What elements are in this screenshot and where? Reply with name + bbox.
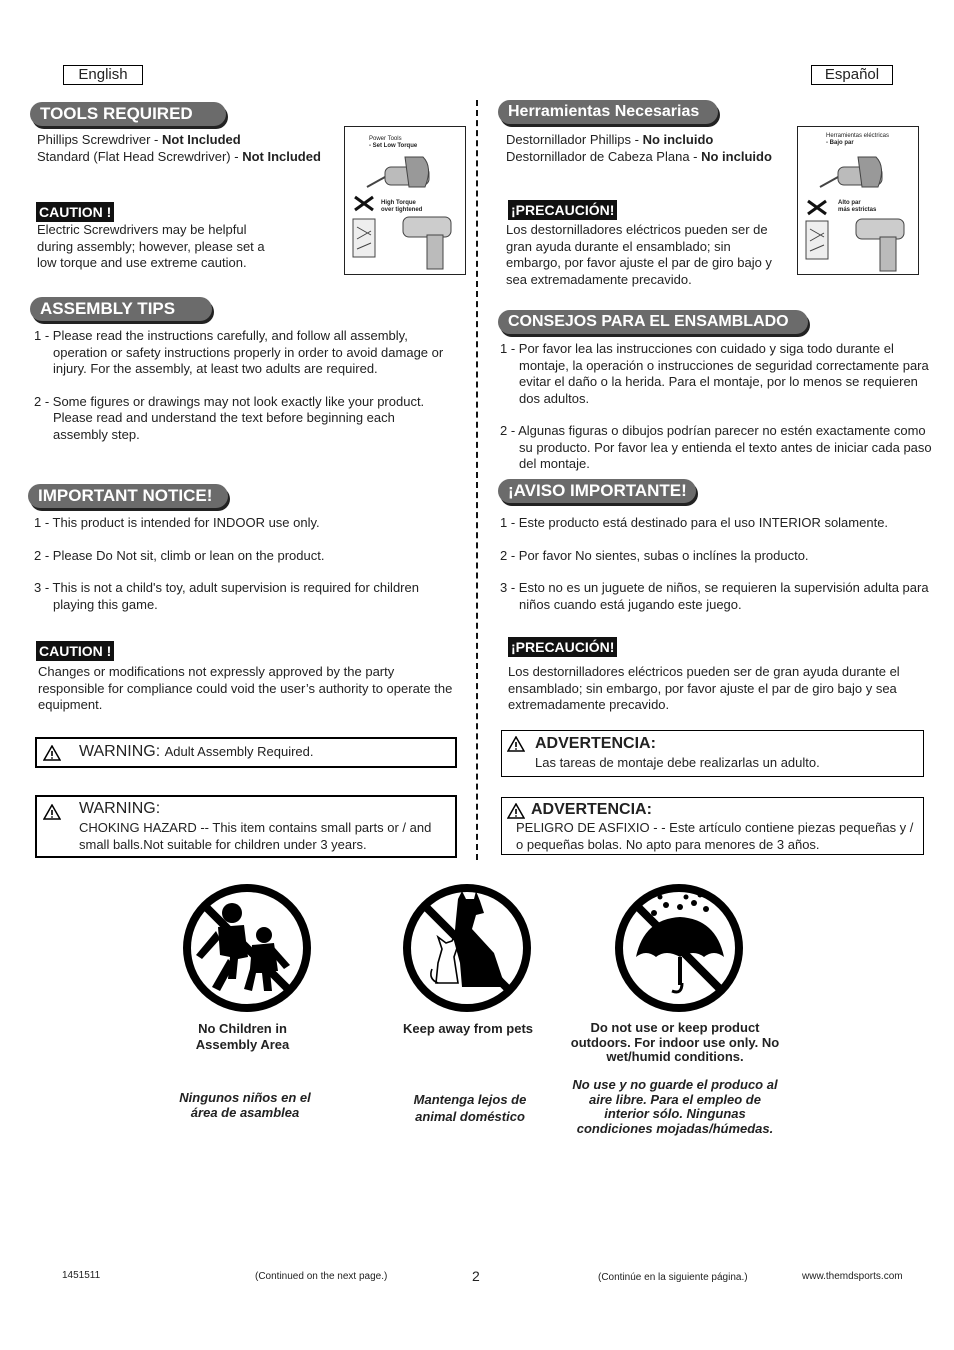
power-tools-text: Power Tools [369, 136, 402, 142]
advertencia-box-choking [501, 797, 924, 855]
important-notice-heading: IMPORTANT NOTICE! [28, 484, 228, 508]
advertencia-box-adult-assembly [501, 730, 924, 777]
sign-caption-en: No Children in Assembly Area [195, 1021, 290, 1052]
precaucion-text: Los destornilladores eléctricos pueden ser de gran ayuda durante el ensamblado; sin embargo, por favor ajuste el par de giro bajo y sea extremadamente precavido. [508, 664, 900, 712]
over-tightened-text: over tightened [381, 207, 423, 213]
precaucion-label: ¡PRECAUCIÓN! [508, 637, 617, 657]
continued-en: (Continued on the next page.) [255, 1271, 388, 1282]
no-outdoor-icon [614, 883, 744, 1013]
warning-text: Adult Assembly Required. [164, 744, 314, 759]
tools-required-heading: TOOLS REQUIRED [30, 102, 226, 126]
list-item: 2 - Please Do Not sit, climb or lean on the product. [34, 547, 325, 563]
list-item: 3 - This is not a child's toy, adult supervision is required for children playing this game. [34, 580, 419, 612]
list-item: 1 - Este producto está destinado para el uso INTERIOR solamente. [500, 515, 889, 530]
flat-head-status: Not Included [242, 148, 321, 164]
advertencia-label: ADVERTENCIA: [535, 735, 656, 752]
phillips-status-es: No incluido [642, 132, 714, 147]
precaucion-label: ¡PRECAUCIÓN! [508, 200, 617, 220]
list-item: 1 - Por favor lea las instrucciones con cuidado y siga todo durante el montaje, la operación o instrucciones de seguridad correctamente para evitar el daño o la herida. Para el montaje, por lo menos se requieren dos adultos. [500, 341, 929, 406]
important-notice-list-es [500, 515, 930, 629]
language-label-spanish: Español [811, 65, 893, 85]
list-item: 2 - Por favor No sientes, subas o inclínes la producto. [500, 547, 809, 563]
warning-text: CHOKING HAZARD -- This item contains small parts or / and small balls.Not suitable for children under 3 years. [79, 820, 432, 852]
herramientas-heading: Herramientas Necesarias [498, 100, 718, 124]
advertencia-label: ADVERTENCIA: [531, 801, 652, 818]
language-label-english: English [63, 65, 143, 85]
warning-label: WARNING: [79, 800, 161, 817]
alto-par-text: Alto par [838, 200, 861, 206]
consejos-heading: CONSEJOS PARA EL ENSAMBLADO [498, 310, 808, 334]
list-item: 1 - Please read the instructions carefully, and follow all assembly, operation or safety instructions properly in order to avoid damage or injury. For the assembly, at least two adults are required. [34, 328, 444, 376]
herramientas-electricas-text: Herramientas eléctricas [826, 133, 890, 139]
phillips-label: Phillips Screwdriver - [37, 132, 162, 147]
list-item: 1 - This product is intended for INDOOR use only. [34, 515, 320, 530]
caution-text: Changes or modifications not expressly approved by the party responsible for compliance could void the user’s authority to operate the equipment. [38, 664, 453, 712]
precaucion-text: Los destornilladores eléctricos pueden ser de gran ayuda durante el ensamblado; sin embargo, por favor ajuste el par de giro bajo y sea extremadamente precavido. [506, 222, 772, 287]
caution-label: CAUTION ! [36, 202, 114, 222]
assembly-tips-list-en [34, 328, 444, 459]
bajo-par-text: - Bajo par [826, 140, 854, 146]
warning-triangle-icon [43, 804, 61, 820]
list-item: 3 - Esto no es un juguete de niños, se requieren la supervisión adulta para niños cuando está jugando este juego. [500, 580, 929, 612]
tools-list-en [37, 132, 347, 165]
warning-box-adult-assembly [35, 737, 457, 768]
sign-caption-en: Keep away from pets [402, 1021, 534, 1036]
website-url: www.themdsports.com [802, 1271, 903, 1282]
no-children-icon [182, 883, 312, 1013]
column-divider [476, 100, 478, 860]
product-code: 1451511 [62, 1270, 101, 1281]
low-torque-text: - Set Low Torque [369, 143, 418, 149]
list-item: 2 - Some figures or drawings may not look exactly like your product. Please read and understand the text before beginning each assembly step. [34, 393, 425, 442]
important-notice-list-en [34, 515, 454, 629]
no-pets-icon [402, 883, 532, 1013]
sign-caption-es: Mantenga lejos de animal doméstico [413, 1092, 527, 1124]
assembly-tips-list-es [500, 341, 932, 489]
sign-caption-en: Do not use or keep product outdoors. For indoor use only. No wet/humid conditions. [570, 1020, 780, 1064]
phillips-label-es: Destornillador Phillips - [506, 132, 643, 147]
advertencia-text: PELIGRO DE ASFIXIO - - Este artículo contiene piezas pequeñas y / o pequeñas bolas. No apto para menores de 3 años. [516, 820, 914, 852]
mas-estrictas-text: más estrictas [838, 207, 877, 213]
caution-text: Electric Screwdrivers may be helpful during assembly; however, please set a low torque and use extreme caution. [37, 222, 265, 270]
warning-triangle-icon [507, 736, 525, 752]
warning-triangle-icon [507, 803, 525, 819]
list-item: 2 - Algunas figuras o dibujos podrían parecer no estén exactamente como su producto. Por favor lea y entienda el texto antes de iniciar cada paso del montaje. [500, 423, 932, 471]
tools-list-es [506, 132, 796, 165]
flat-head-label-es: Destornillador de Cabeza Plana - [506, 148, 702, 164]
high-torque-text: High Torque [381, 200, 416, 206]
power-tool-illustration [344, 126, 466, 275]
assembly-tips-heading: ASSEMBLY TIPS [30, 297, 212, 321]
caution-label: CAUTION ! [36, 641, 114, 661]
warning-triangle-icon [43, 745, 61, 761]
advertencia-text: Las tareas de montaje debe realizarlas un adulto. [535, 755, 820, 770]
flat-head-status-es: No incluido [701, 148, 772, 164]
aviso-importante-heading: ¡AVISO IMPORTANTE! [498, 479, 696, 503]
sign-caption-es: No use y no guarde el produco al aire libre. Para el empleo de interior sólo. Ningunas condiciones mojadas/húmedas. [572, 1077, 778, 1136]
page-number: 2 [472, 1268, 480, 1284]
warning-label: WARNING: [79, 743, 161, 760]
continued-es: (Continúe en la siguiente página.) [598, 1272, 748, 1283]
flat-head-label: Standard (Flat Head Screwdriver) - [37, 148, 243, 164]
sign-caption-es: Ningunos niños en el área de asamblea [179, 1090, 311, 1120]
warning-box-choking [35, 795, 457, 858]
power-tool-illustration-es [797, 126, 919, 275]
phillips-status: Not Included [161, 132, 241, 147]
